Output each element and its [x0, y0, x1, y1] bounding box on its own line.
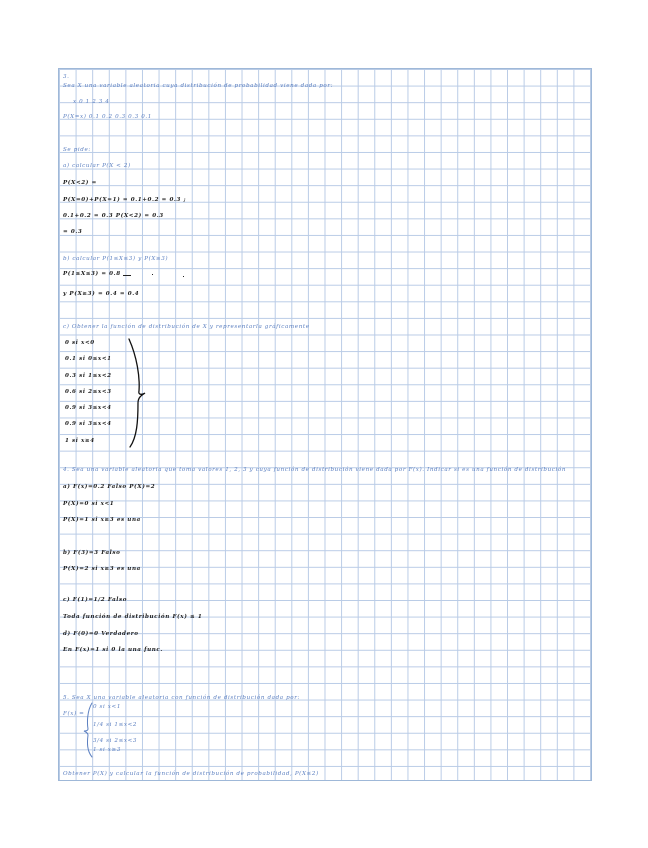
ex4-c-line-1: c) F(1)=1/2 Falso — [63, 597, 128, 603]
exercise-4-statement: 4. Sea una variable aleatoria que toma valores 1, 2, 3 y cuya función de distribución viene dada por F(x). Indicar si es una función de distribución — [63, 467, 567, 473]
piecewise-line-7: 1 si x≥4 — [65, 438, 95, 444]
part-a-answer-line-4: = 0.3 — [63, 229, 83, 235]
exercise-5-statement: 5. Sea X una variable aleatoria con función de distribución dada por: — [63, 695, 300, 701]
part-a-question: a) calcular P(X < 2) — [63, 163, 131, 169]
grid-paper-sheet — [58, 68, 592, 781]
ex4-a-line-3: P(X)=1 si x≥3 es una — [63, 517, 141, 523]
exercise-3-number: 3. — [63, 74, 70, 80]
ex4-a-line-2: P(X)=0 si x<1 — [63, 501, 115, 507]
ex5-question: Obtener P(X) y calcular la función de distribución de probabilidad, P(X≤2) — [63, 771, 319, 777]
pen-mark — [183, 276, 184, 277]
pen-mark — [123, 275, 131, 276]
part-b-answer-line-1: P(1≤X≤3) = 0.8 — [63, 271, 121, 277]
ex4-b-line-1: b) F(3)=3 Falso — [63, 550, 121, 556]
piecewise-line-6: 0.9 si 3≤x<4 — [65, 421, 112, 427]
brace-icon — [125, 337, 149, 449]
ex4-d-line-2: En F(x)=1 si 0 la una func. — [63, 647, 163, 653]
piecewise-line-3: 0.3 si 1≤x<2 — [65, 373, 112, 379]
ex4-b-line-2: P(X)=2 si x≥3 es una — [63, 566, 141, 572]
table-x-row: x 0 1 2 3 4 — [73, 99, 110, 105]
part-a-answer-line-2: P(X=0)+P(X=1) = 0.1+0.2 = 0.3 ; — [63, 197, 187, 203]
ex5-piece-1: 0 si x<1 — [93, 704, 121, 710]
part-c-question: c) Obtener la función de distribución de X y representarla gráficamente — [63, 324, 310, 330]
table-p-row: P(X=x) 0.1 0.2 0.3 0.3 0.1 — [63, 114, 152, 120]
ex5-piece-2: 1/4 si 1≤x<2 — [93, 722, 138, 728]
ex4-d-line-1: d) F(0)=0 Verdadero — [63, 631, 139, 637]
se-pide-label: Se pide: — [63, 147, 91, 153]
piecewise-line-4: 0.6 si 2≤x<3 — [65, 389, 112, 395]
ex4-c-line-2: Toda función de distribución F(x) ≤ 1 — [63, 614, 203, 620]
part-a-answer-line-3: 0.1+0.2 = 0.3 P(X<2) = 0.3 — [63, 213, 164, 219]
pen-mark — [152, 274, 153, 275]
part-a-answer-line-1: P(X<2) = — [63, 180, 97, 186]
ex5-piece-3: 3/4 si 2≤x<3 — [93, 738, 138, 744]
exercise-3-statement: Sea X una variable aleatoria cuya distribución de probabilidad viene dada por: — [63, 83, 334, 89]
piecewise-line-1: 0 si x<0 — [65, 340, 95, 346]
piecewise-line-5: 0.9 si 3≤x<4 — [65, 405, 112, 411]
piecewise-line-2: 0.1 si 0≤x<1 — [65, 356, 112, 362]
ex5-piece-4: 1 si x≥3 — [93, 747, 121, 753]
ex5-f-label: F(x) = — [63, 711, 85, 717]
part-b-question: b) calcular P(1≤X≤3) y P(X≥3) — [63, 256, 169, 262]
ex4-a-line-1: a) F(x)=0.2 Falso P(X)=2 — [63, 484, 156, 490]
part-b-answer-line-2: y P(X≥3) = 0.4 = 0.4 — [63, 291, 140, 297]
